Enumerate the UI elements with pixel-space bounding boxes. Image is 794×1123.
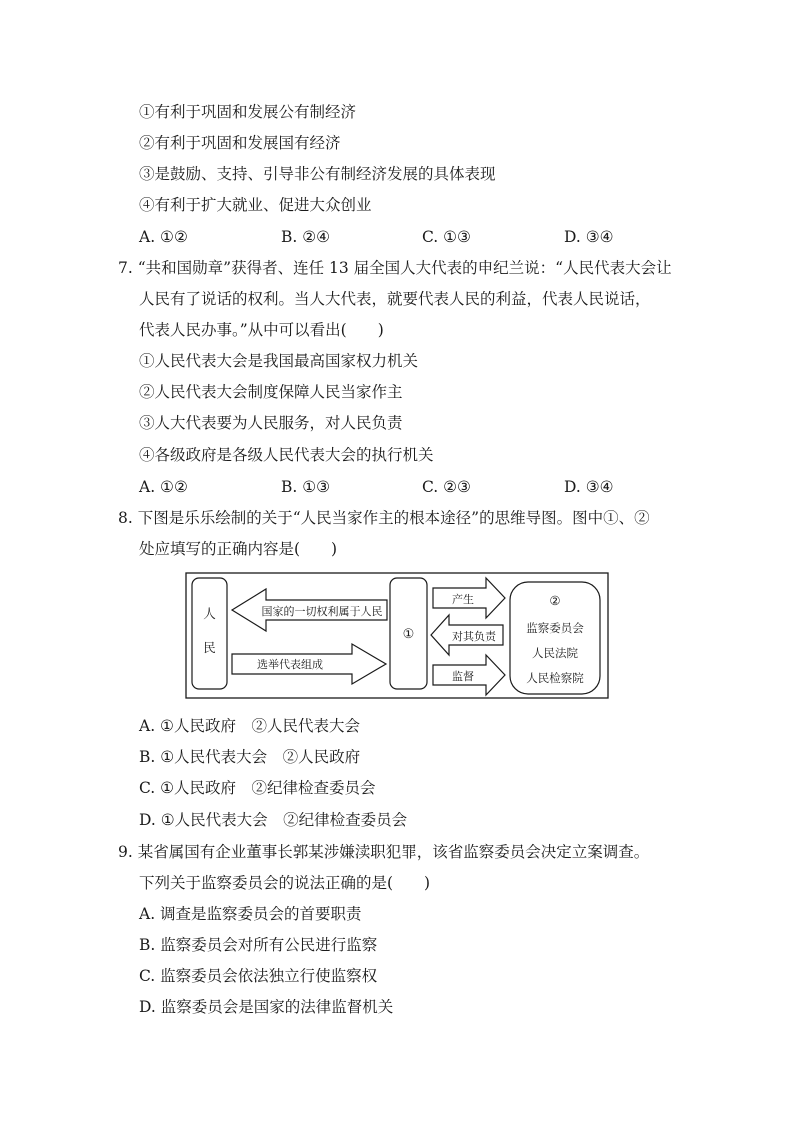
q7-statement-3: ③人大代表要为人民服务，对人民负责	[139, 414, 403, 432]
q6-statement-4: ④有利于扩大就业、促进大众创业	[139, 196, 372, 214]
produce-arrow-label: 产生	[452, 593, 474, 606]
elect-arrow-label: 选举代表组成	[257, 658, 323, 671]
q8-stem-line-1: 8. 下图是乐乐绘制的关于“人民当家作主的根本途径”的思维导图。图中①、②	[118, 509, 650, 527]
q7-statement-2: ②人民代表大会制度保障人民当家作主	[139, 383, 403, 401]
state-organ-1: 监察委员会	[526, 621, 584, 635]
q8-option-b: B. ①人民代表大会 ②人民政府	[139, 748, 361, 766]
q7-stem-line-3: 代表人民办事。”从中可以看出( )	[139, 321, 384, 339]
q7-stem-line-1: 7. “共和国勋章”获得者、连任 13 届全国人大代表的申纪兰说：“人民代表大会让	[118, 259, 672, 277]
q9-option-c: C. 监察委员会依法独立行使监察权	[139, 967, 378, 985]
state-organ-2: 人民法院	[532, 646, 578, 660]
q7-statement-1: ①人民代表大会是我国最高国家权力机关	[139, 352, 419, 370]
q7-option-c: C. ②③	[422, 478, 471, 496]
q8-option-c: C. ①人民政府 ②纪律检查委员会	[139, 779, 376, 797]
people-box	[192, 578, 227, 689]
supervise-arrow-label: 监督	[452, 670, 474, 683]
q9-option-a: A. 调查是监察委员会的首要职责	[139, 905, 362, 923]
responsible-arrow-label: 对其负责	[452, 630, 496, 643]
q7-option-b: B. ①③	[281, 478, 331, 496]
q9-stem-line-1: 9. 某省属国有企业董事长郭某涉嫌渎职犯罪，该省监察委员会决定立案调查。	[118, 843, 650, 861]
q8-option-d: D. ①人民代表大会 ②纪律检查委员会	[139, 811, 408, 829]
q8-stem-line-2: 处应填写的正确内容是( )	[139, 540, 338, 558]
center-label: ①	[402, 627, 415, 642]
power-arrow-label: 国家的一切权利属于人民	[261, 605, 383, 618]
q6-statement-1: ①有利于巩固和发展公有制经济	[139, 103, 357, 121]
q7-option-a: A. ①②	[139, 478, 188, 496]
q8-option-a: A. ①人民政府 ②人民代表大会	[139, 717, 360, 735]
people-text-2: 民	[203, 640, 216, 655]
q6-statement-3: ③是鼓励、支持、引导非公有制经济发展的具体表现	[139, 165, 496, 183]
people-text-1: 人	[203, 606, 216, 621]
q9-option-b: B. 监察委员会对所有公民进行监察	[139, 936, 378, 954]
q6-option-a: A. ①②	[139, 228, 188, 246]
q7-option-d: D. ③④	[564, 478, 614, 496]
state-organs-number: ②	[549, 593, 561, 608]
q6-option-c: C. ①③	[422, 228, 471, 246]
q6-option-b: B. ②④	[281, 228, 331, 246]
q6-statement-2: ②有利于巩固和发展国有经济	[139, 134, 341, 152]
state-organ-3: 人民检察院	[526, 671, 584, 685]
q7-stem-line-2: 人民有了说话的权利。当人大代表，就要代表人民的利益，代表人民说话，	[139, 290, 651, 308]
q9-stem-line-2: 下列关于监察委员会的说法正确的是( )	[139, 874, 431, 892]
q9-option-d: D. 监察委员会是国家的法律监督机关	[139, 998, 394, 1016]
q7-statement-4: ④各级政府是各级人民代表大会的执行机关	[139, 446, 434, 464]
q6-option-d: D. ③④	[564, 228, 614, 246]
